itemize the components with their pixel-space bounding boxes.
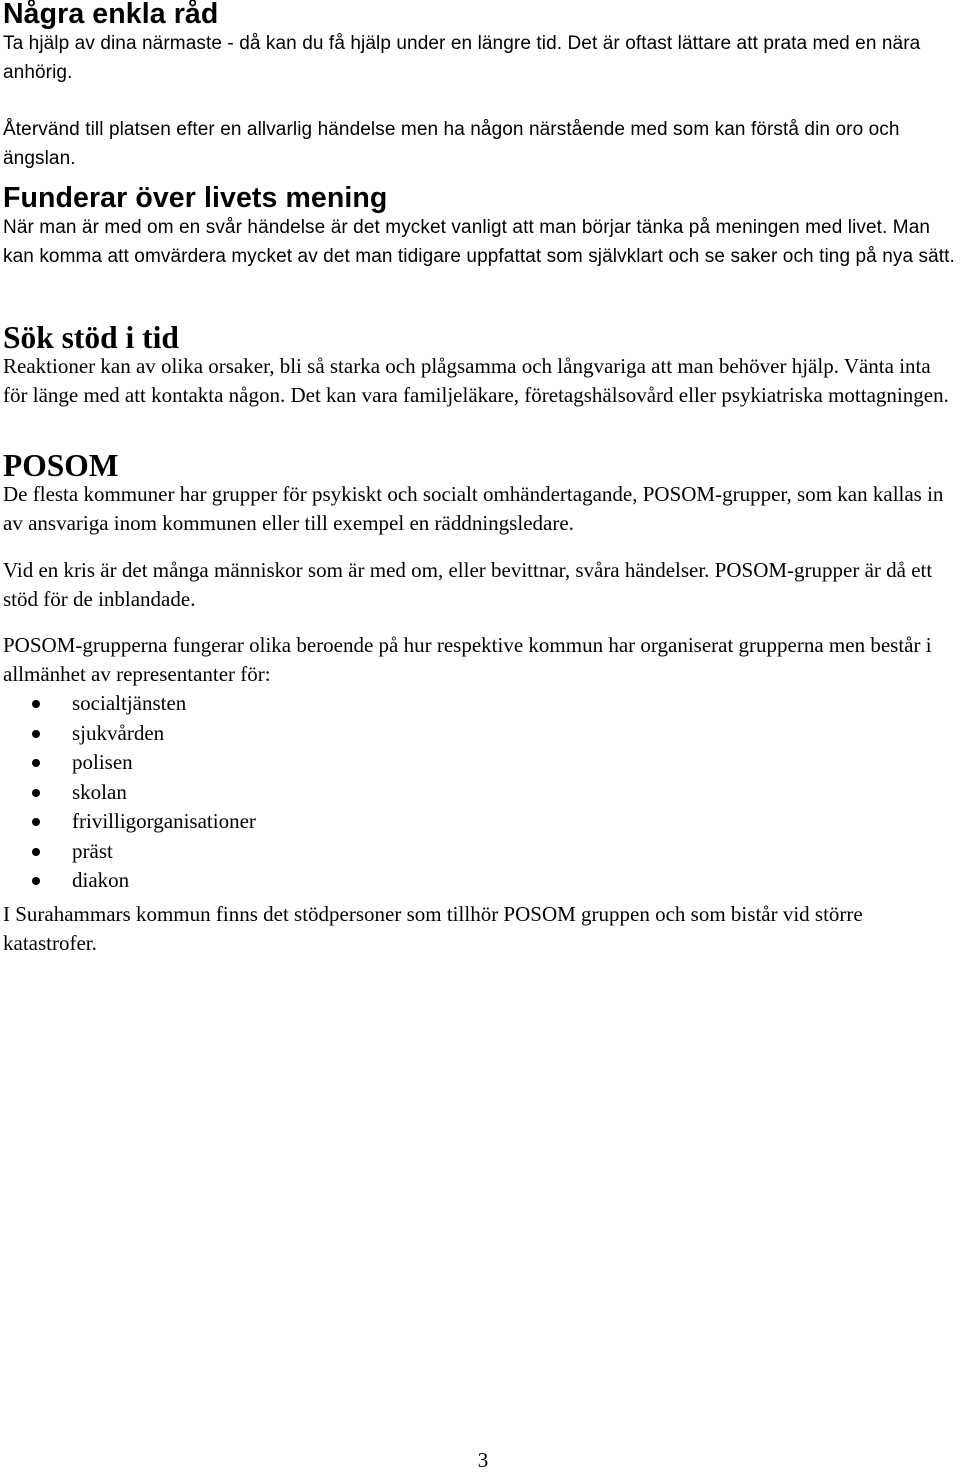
bullet-icon — [32, 789, 40, 797]
representatives-list — [3, 689, 957, 896]
section-seek-support — [3, 320, 957, 410]
paragraph: De flesta kommuner har grupper för psykiskt och socialt omhändertagande, POSOM-grupper, som kan kallas in av ansvariga inom kommunen eller till exempel en räddningsledare. — [3, 482, 944, 535]
bullet-icon — [32, 730, 40, 738]
section-heading: Några enkla råd — [3, 0, 219, 30]
paragraph: I Surahammars kommun finns det stödpersoner som tillhör POSOM gruppen och som bistår vid större katastrofer. — [3, 902, 863, 955]
bullet-icon — [32, 818, 40, 826]
list-item: polisen — [3, 748, 957, 778]
paragraph: Reaktioner kan av olika orsaker, bli så starka och plågsamma och långvariga att man behöver hjälp. Vänta inta för länge med att kontakta någon. Det kan vara familjeläkare, företagshälsovård eller psykiatriska mottagningen. — [3, 354, 949, 407]
paragraph: Vid en kris är det många människor som är med om, eller bevittnar, svåra händelser. POSOM-grupper är då ett stöd för de inblandade. — [3, 558, 933, 611]
list-item: frivilligorganisationer — [3, 807, 957, 837]
paragraph: När man är med om en svår händelse är det mycket vanligt att man börjar tänka på meningen med livet. Man kan komma att omvärdera mycket av det man tidigare uppfattat som självklart och se saker och ting på nya sätt. — [3, 217, 955, 267]
list-item: diakon — [3, 866, 957, 896]
section-meaning-of-life — [3, 184, 957, 271]
bullet-icon — [32, 848, 40, 856]
section-posom — [3, 448, 957, 896]
section-heading: POSOM — [3, 448, 119, 483]
bullet-icon — [32, 877, 40, 885]
bullet-icon — [32, 759, 40, 767]
paragraph: POSOM-grupperna fungerar olika beroende på hur respektive kommun har organiserat grupperna men består i allmänhet av representanter för: — [3, 633, 932, 686]
paragraph: Återvänd till platsen efter en allvarlig händelse men ha någon närstående med som kan förstå din oro och ängslan. — [3, 119, 900, 169]
bullet-icon — [32, 700, 40, 708]
list-item: sjukvården — [3, 719, 957, 749]
section-heading: Sök stöd i tid — [3, 320, 179, 355]
section-surahammar — [3, 900, 957, 958]
list-item: skolan — [3, 778, 957, 808]
paragraph: Ta hjälp av dina närmaste - då kan du få hjälp under en längre tid. Det är oftast lättare att prata med en nära anhörig. — [3, 33, 921, 83]
page-number: 3 — [477, 1448, 489, 1472]
section-heading: Funderar över livets mening — [3, 182, 388, 214]
section-advice — [3, 0, 957, 173]
list-item: präst — [3, 837, 957, 867]
list-item: socialtjänsten — [3, 689, 957, 719]
